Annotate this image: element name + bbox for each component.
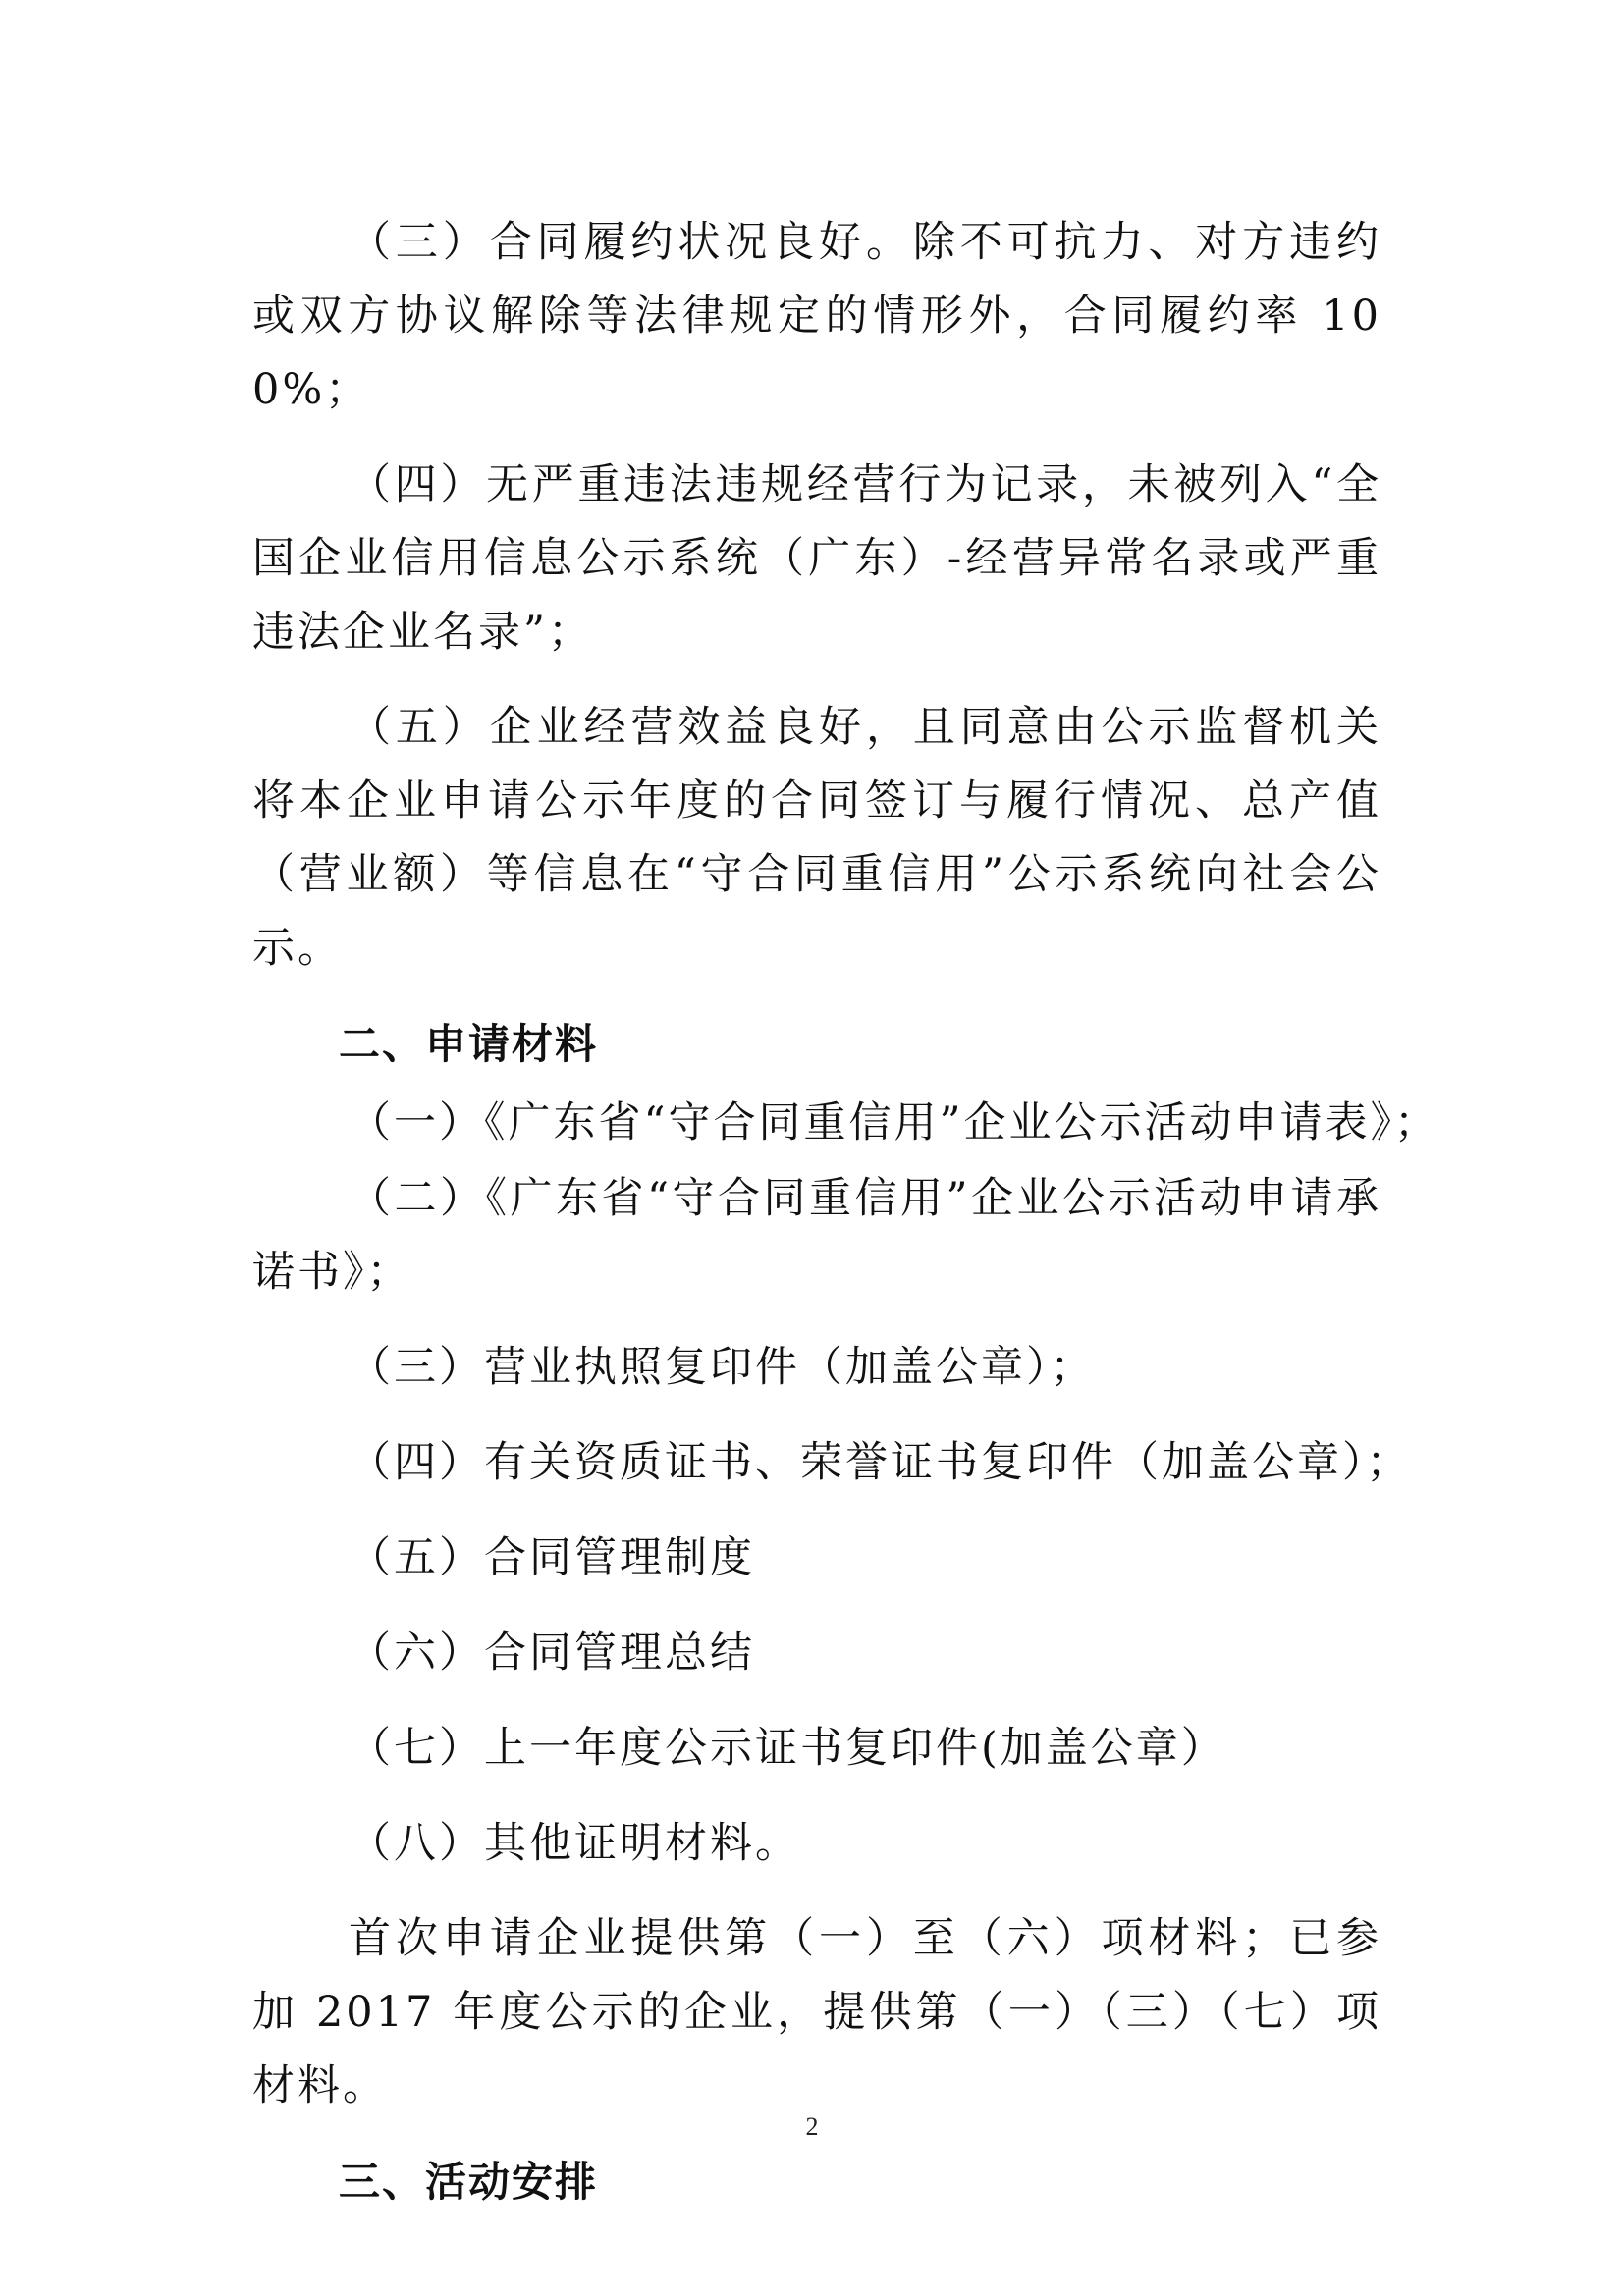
material-item-7: （七）上一年度公示证书复印件(加盖公章） (349, 1724, 1226, 1773)
material-item-8: （八）其他证明材料。 (349, 1819, 800, 1868)
paragraph-contract-performance: （三）合同履约状况良好。除不可抗力、对方违约或双方协议解除等法律规定的情形外，合同履约率 100%； (252, 218, 1381, 414)
paragraph-materials-note: 首次申请企业提供第（一）至（六）项材料；已参加 2017 年度公示的企业，提供第（一）（三）（七）项材料。 (252, 1914, 1381, 2110)
section-heading-application-materials: 二、申请材料 (339, 1020, 599, 1068)
material-item-5: （五）合同管理制度 (349, 1533, 755, 1582)
material-item-1: （一）《广东省“守合同重信用”企业公示活动申请表》； (349, 1098, 1439, 1148)
page-number: 2 (805, 2112, 819, 2141)
paragraph-business-performance: （五）企业经营效益良好，且同意由公示监督机关将本企业申请公示年度的合同签订与履行情况、总产值（营业额）等信息在“守合同重信用”公示系统向社会公示。 (252, 703, 1381, 973)
material-item-2: （二）《广东省“守合同重信用”企业公示活动申请承诺书》； (252, 1174, 1381, 1297)
material-item-6: （六）合同管理总结 (349, 1629, 755, 1678)
paragraph-no-violations: （四）无严重违法违规经营行为记录，未被列入“全国企业信用信息公示系统（广东）-经营异常名录或严重违法企业名录”； (252, 460, 1381, 657)
material-item-3: （三）营业执照复印件（加盖公章）； (349, 1343, 1096, 1392)
page-content (252, 206, 1439, 2224)
material-item-4: （四）有关资质证书、荣誉证书复印件（加盖公章）； (349, 1438, 1412, 1487)
section-heading-activity-arrangement: 三、活动安排 (339, 2158, 599, 2206)
